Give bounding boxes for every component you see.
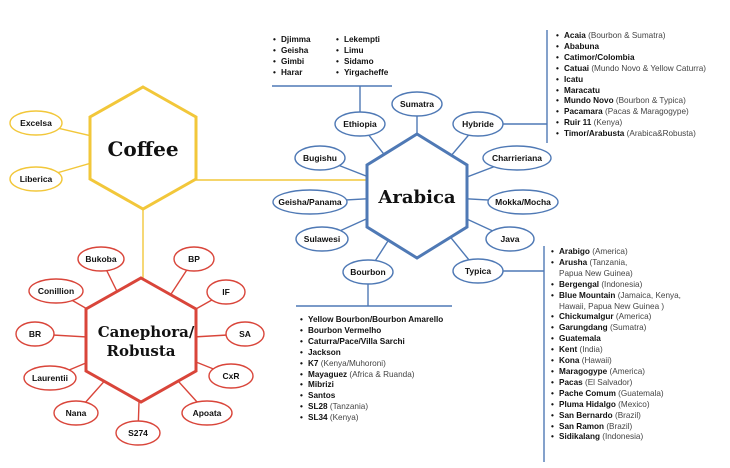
variety-name: Kona <box>559 356 580 366</box>
variety-name: Bourbon Vermelho <box>308 325 382 335</box>
variety-name: Pacas <box>559 377 583 387</box>
variety-name: Chickumalgur <box>559 312 614 322</box>
variety-origin: (Kenya) <box>329 413 359 423</box>
node-label-apoata: Apoata <box>192 408 222 418</box>
list-item <box>273 68 311 79</box>
list-item <box>551 280 681 291</box>
list-item <box>300 337 443 348</box>
variety-name: Ruir 11 <box>564 118 592 128</box>
list-item <box>551 411 681 422</box>
list-item <box>551 258 681 269</box>
variety-name: Catimor/Colombia <box>564 52 635 62</box>
variety-name: Yirgacheffe <box>344 67 389 77</box>
variety-name: Arusha <box>559 257 588 267</box>
node-label-nana: Nana <box>65 408 87 418</box>
node-label-geisha-panama: Geisha/Panama <box>278 197 342 207</box>
variety-origin: (Pacas & Maragogype) <box>604 107 689 117</box>
list-item <box>551 422 681 433</box>
list-item <box>300 326 443 337</box>
variety-name: Caturra/Pace/Villa Sarchi <box>308 336 405 346</box>
list-item <box>556 42 706 53</box>
variety-name: Pache Comum <box>559 388 616 398</box>
node-label-br: BR <box>28 329 42 339</box>
node-label-bp: BP <box>188 254 200 264</box>
list-item <box>551 323 681 334</box>
variety-name: Sidikalang <box>559 432 600 442</box>
variety-name: Harar <box>281 67 303 77</box>
variety-origin-continued: Hawaii, Papua New Guinea ) <box>559 301 665 311</box>
variety-name: Ababuna <box>564 41 600 51</box>
variety-origin: (Brazil) <box>606 421 633 431</box>
list-item <box>556 107 706 118</box>
list-item <box>551 247 681 258</box>
variety-name: Pacamara <box>564 107 603 117</box>
variety-name: Arabigo <box>559 247 590 256</box>
variety-name: Geisha <box>281 45 309 55</box>
node-label-bukoba: Bukoba <box>85 254 117 264</box>
node-label-mokka-mocha: Mokka/Mocha <box>495 197 551 207</box>
node-label-excelsa: Excelsa <box>20 118 52 128</box>
node-label-bourbon: Bourbon <box>350 267 386 277</box>
variety-origin: (Kenya/Muhoroni) <box>320 358 386 368</box>
list-item <box>300 391 443 402</box>
node-label-ethiopia: Ethiopia <box>343 119 377 129</box>
variety-name: Icatu <box>564 74 584 84</box>
variety-origin: (Indonesia) <box>601 279 643 289</box>
list-item <box>556 96 706 107</box>
variety-name: Djimma <box>281 35 311 44</box>
variety-name: Acaia <box>564 31 586 40</box>
variety-name: Kent <box>559 345 578 355</box>
variety-origin: (Jamaica, Kenya, <box>617 290 681 300</box>
variety-origin: (Africa & Ruanda) <box>349 369 415 379</box>
list-item <box>336 57 388 68</box>
variety-name: Mayaguez <box>308 369 348 379</box>
list-item <box>273 57 311 68</box>
list-item <box>556 31 706 42</box>
list-item <box>300 413 443 424</box>
node-label-laurentii: Laurentii <box>32 373 68 383</box>
list-item <box>551 345 681 356</box>
variety-name: San Bernardo <box>559 410 613 420</box>
list-item <box>336 46 388 57</box>
list-item <box>336 68 388 79</box>
list-item <box>556 75 706 86</box>
list-item <box>556 64 706 75</box>
coffee-label: Coffee <box>107 137 179 161</box>
list-item <box>556 53 706 64</box>
variety-origin: (Guatemala) <box>618 388 664 398</box>
variety-origin: (El Salvador) <box>584 377 633 387</box>
variety-origin: (Brazil) <box>614 410 641 420</box>
node-label-conillion: Conillion <box>37 286 75 296</box>
variety-name: Garungdang <box>559 323 608 333</box>
variety-name: Limu <box>344 45 364 55</box>
variety-origin: (India) <box>579 345 603 355</box>
variety-name: Catuai <box>564 63 590 73</box>
list-item <box>551 291 681 302</box>
node-label-sa: SA <box>239 329 251 339</box>
node-label-s274: S274 <box>128 428 148 438</box>
variety-origin: (Bourbon & Typica) <box>615 96 686 106</box>
variety-name: Yellow Bourbon/Bourbon Amarello <box>308 315 444 324</box>
node-label-java: Java <box>500 234 520 244</box>
variety-origin: (Mexico) <box>618 399 650 409</box>
variety-name: Lekempti <box>344 35 380 44</box>
list-item <box>551 400 681 411</box>
bourbon-varieties-list <box>300 315 443 424</box>
variety-name: Santos <box>308 391 336 401</box>
variety-name: Mundo Novo <box>564 96 614 106</box>
list-item <box>551 378 681 389</box>
list-item <box>300 348 443 359</box>
list-item <box>551 356 681 367</box>
robusta-label-line1: Canephora/ <box>97 323 195 341</box>
list-item <box>551 367 681 378</box>
list-item <box>300 370 443 381</box>
variety-name: San Ramon <box>559 421 605 431</box>
list-item <box>551 334 681 345</box>
list-item <box>551 432 681 443</box>
variety-name: Blue Mountain <box>559 290 616 300</box>
variety-name: Bergengal <box>559 279 600 289</box>
variety-origin: (Bourbon & Sumatra) <box>588 31 666 40</box>
variety-name: Gimbi <box>281 56 305 66</box>
hybride-varieties-list <box>556 31 706 140</box>
node-label-typica: Typica <box>464 266 492 276</box>
variety-name: Sidamo <box>344 56 374 66</box>
variety-origin: (America) <box>609 366 645 376</box>
node-label-sumatra: Sumatra <box>399 99 435 109</box>
variety-name: Guatemala <box>559 334 601 344</box>
node-label-if: IF <box>222 287 230 297</box>
variety-name: Pluma Hidalgo <box>559 399 616 409</box>
node-label-cxr: CxR <box>222 371 240 381</box>
node-label-bugishu: Bugishu <box>303 153 337 163</box>
variety-origin: (Indonesia) <box>602 432 644 442</box>
variety-origin: (America) <box>615 312 652 322</box>
list-item <box>300 359 443 370</box>
list-item <box>336 35 388 46</box>
list-item <box>551 312 681 323</box>
variety-name: Maragogype <box>559 366 608 376</box>
ethiopia-varieties-list-1 <box>273 35 311 79</box>
variety-name: K7 <box>308 358 319 368</box>
list-item <box>300 380 443 391</box>
list-item <box>556 86 706 97</box>
connector-lines <box>35 30 547 462</box>
node-label-hybride: Hybride <box>462 119 494 129</box>
variety-origin: (Tanzania) <box>329 402 369 412</box>
variety-name: SL34 <box>308 413 328 423</box>
variety-origin: (America) <box>592 247 628 256</box>
variety-name: SL28 <box>308 402 328 412</box>
list-item <box>556 129 706 140</box>
ethiopia-varieties-list-2 <box>336 35 388 79</box>
list-item <box>300 402 443 413</box>
variety-origin: (Kenya) <box>593 118 623 128</box>
variety-origin: (Tanzania, <box>589 257 628 267</box>
list-item <box>273 46 311 57</box>
arabica-label: Arabica <box>378 187 456 208</box>
variety-origin: (Sumatra) <box>609 323 647 333</box>
variety-name: Mibrizi <box>308 380 334 390</box>
node-label-liberica: Liberica <box>19 174 53 184</box>
list-item <box>551 389 681 400</box>
variety-origin-continued: Papua New Guinea) <box>559 268 633 278</box>
list-item <box>556 118 706 129</box>
variety-origin: (Arabica&Robusta) <box>626 129 696 139</box>
variety-name: Timor/Arabusta <box>564 129 625 139</box>
variety-name: Jackson <box>308 347 341 357</box>
node-label-sulawesi: Sulawesi <box>303 234 341 244</box>
robusta-label-line2: Robusta <box>106 342 176 360</box>
node-label-charrieriana: Charrieriana <box>491 153 543 163</box>
variety-origin: (Mundo Novo & Yellow Caturra) <box>591 63 706 73</box>
variety-name: Maracatu <box>564 85 600 95</box>
typica-varieties-list <box>551 247 681 443</box>
variety-origin: (Hawaii) <box>581 356 612 366</box>
list-item <box>273 35 311 46</box>
list-item <box>300 315 443 326</box>
